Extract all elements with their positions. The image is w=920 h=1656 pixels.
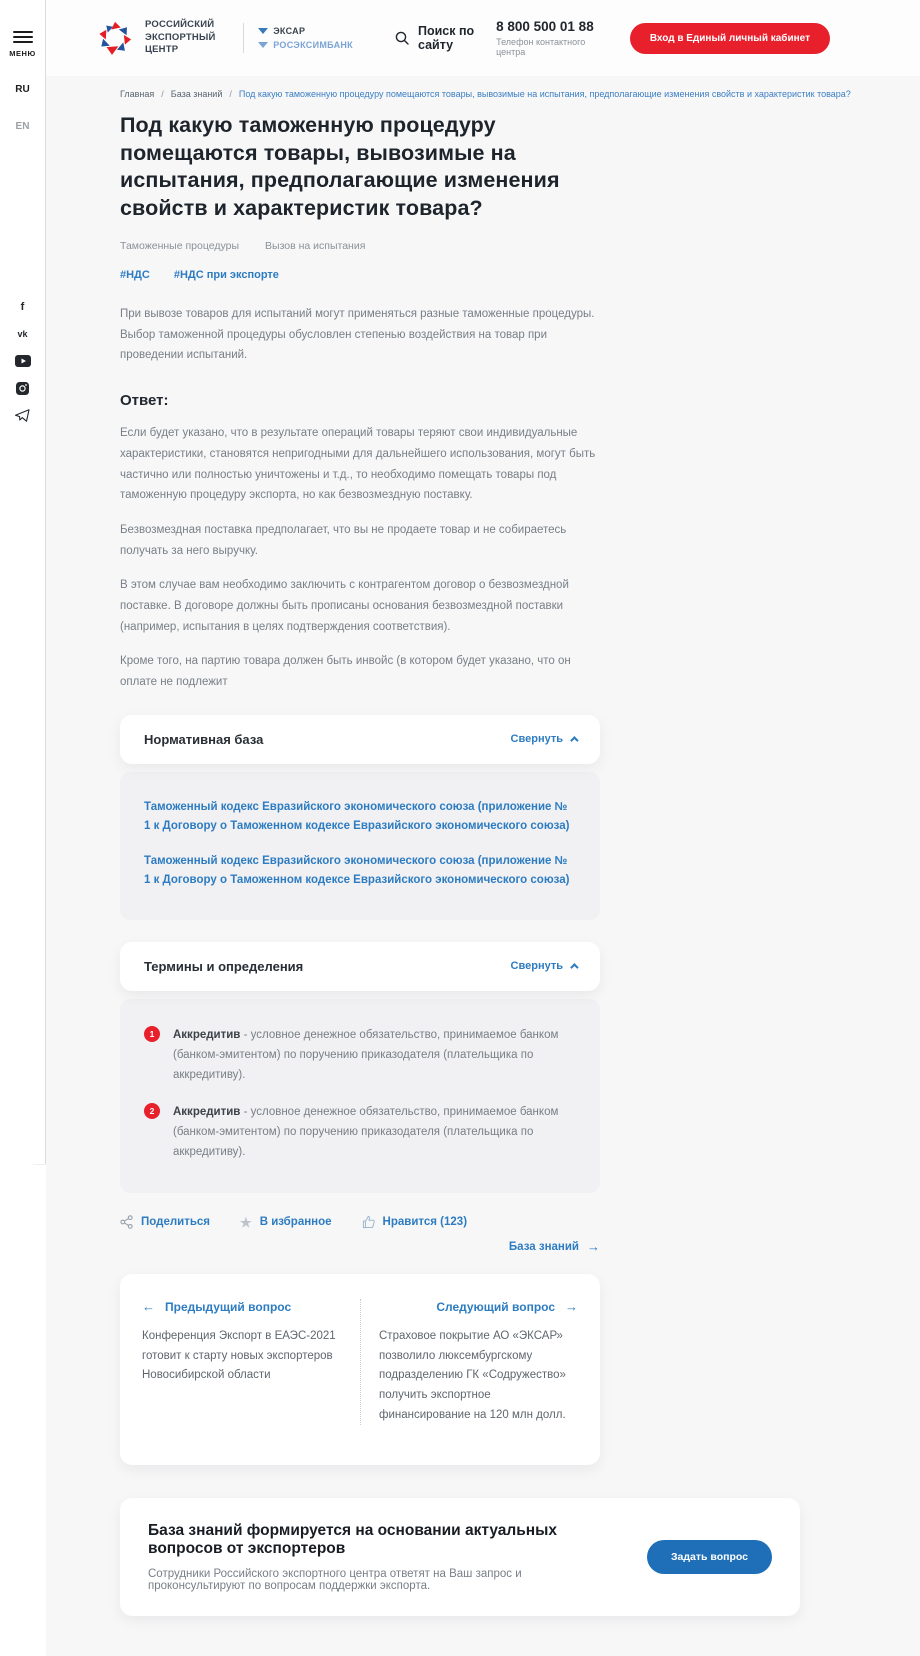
site-search[interactable] <box>395 24 496 52</box>
lang-switch-ru[interactable]: RU <box>15 84 30 95</box>
back-link-row <box>120 1239 600 1254</box>
search-icon <box>395 31 409 45</box>
previous-question <box>142 1299 360 1425</box>
menu-button[interactable] <box>9 28 35 58</box>
previous-question-link[interactable]: ← Предыдущий вопрос <box>142 1299 292 1315</box>
search-label: Поиск по сайту <box>417 24 475 52</box>
menu-label: МЕНЮ <box>9 49 36 58</box>
intro-paragraph: При вывозе товаров для испытаний могут применяться разные таможенные процедуры. Выбор таможенной процедуры обусловлен степенью воздействия на товар при проведении испытаний. <box>120 308 595 362</box>
term-definition: - условное денежное обязательство, принимаемое банком (банком-эмитентом) по поручению приказодателя (плательщика по аккредитиву). <box>173 1028 559 1081</box>
term-number-badge: 1 <box>144 1026 160 1042</box>
terms-collapse-button[interactable]: Свернуть <box>511 960 576 972</box>
normative-body <box>120 772 600 920</box>
next-question <box>360 1299 578 1425</box>
term-item <box>144 1025 576 1085</box>
normative-accordion <box>120 715 600 920</box>
term-definition: - условное денежное обязательство, принимаемое банком (банком-эмитентом) по поручению приказодателя (плательщика по аккредитиву). <box>173 1105 559 1159</box>
chevron-up-icon <box>570 963 578 971</box>
answer-paragraph: Если будет указано, что в результате операций товары теряют свои индивидуальные характеристики, становятся непригодными для дальнейшего использования, могут быть частично или полностью уничтожены и т.д., то необходимо помещать товары под таможенную процедуру экспорта, но как безвозмездную поставку. <box>120 427 596 502</box>
breadcrumb-section[interactable]: База знаний <box>170 89 223 99</box>
phone-caption: Телефон контактного центра <box>496 37 586 57</box>
breadcrumb-current[interactable]: Под какую таможенную процедуру помещаются товары, вывозимые на испытания, предполагающие изменения свойств и характеристик товара? <box>238 89 851 99</box>
roseximbank-logo-icon <box>258 42 268 48</box>
terms-accordion <box>120 942 600 1194</box>
answer-paragraph: Кроме того, на партию товара должен быть инвойс (в котором будет указано, что он оплате не подлежит <box>120 655 571 688</box>
thumbs-up-icon <box>362 1215 375 1229</box>
share-icon <box>120 1215 133 1229</box>
contact-phone-block <box>496 19 600 57</box>
main-content <box>46 76 920 1656</box>
share-button[interactable]: Поделиться <box>120 1215 210 1229</box>
roseximbank-link[interactable]: РОСЭКСИМБАНК <box>258 40 353 50</box>
term-name: Аккредитив <box>173 1028 241 1041</box>
social-links <box>0 300 45 422</box>
star-icon: ★ <box>240 1214 252 1230</box>
banner-title: База знаний формируется на основании актуальных вопросов от экспортеров <box>148 1522 557 1558</box>
telegram-icon[interactable] <box>15 408 31 422</box>
answer-heading: Ответ: <box>120 392 169 410</box>
tag-call-for-tests[interactable]: Вызов на испытания <box>265 240 366 253</box>
page-title: Под какую таможенную процедуру помещаются товары, вывозимые на испытания, предполагающие изменения свойств и характеристик товара? <box>120 113 560 220</box>
rec-logo-text: РОССИЙСКИЙ ЭКСПОРТНЫЙ ЦЕНТР <box>145 19 216 56</box>
term-item <box>144 1102 576 1162</box>
answer-paragraph: Безвозмездная поставка предполагает, что вы не продаете товар и не собираетесь получать за него выручку. <box>120 523 567 557</box>
arrow-right-icon: → <box>565 1299 578 1315</box>
brand-divider <box>243 23 244 53</box>
arrow-right-icon: → <box>587 1239 600 1255</box>
normative-accordion-header[interactable] <box>120 715 600 764</box>
tag-customs-procedures[interactable]: Таможенные процедуры <box>120 240 240 253</box>
next-question-text[interactable]: Страховое покрытие АО «ЭКСАР» позволило люксембургскому подразделению ГК «Содружество» получить экспортное финансирование на 120 млн долл. <box>379 1330 566 1421</box>
term-name: Аккредитив <box>173 1105 241 1118</box>
youtube-icon[interactable] <box>15 354 31 368</box>
breadcrumb: Главная / База знаний / Под какую таможенную процедуру помещаются товары, вывозимые на испытания, предполагающие изменения свойств и характеристик товара? <box>120 89 851 99</box>
left-rail <box>0 0 46 1164</box>
login-button[interactable]: Вход в Единый личный кабинет <box>630 23 830 54</box>
rec-logo-icon <box>94 19 136 57</box>
lang-switch-en[interactable]: EN <box>15 121 30 132</box>
partner-brands <box>258 26 353 50</box>
banner-subtitle: Сотрудники Российского экспортного центра ответят на Ваш запрос и проконсультируют по вопросам поддержки экспорта. <box>148 1568 522 1593</box>
facebook-icon[interactable]: f <box>20 301 25 313</box>
category-tags <box>120 240 600 252</box>
ask-question-button[interactable]: Задать вопрос <box>647 1540 772 1574</box>
terms-title: Термины и определения <box>144 958 304 974</box>
terms-accordion-header[interactable] <box>120 942 600 991</box>
normative-doc-link[interactable]: Таможенный кодекс Евразийского экономического союза (приложение № 1 к Договору о Таможенном кодексе Евразийского экономического союза) <box>144 854 570 886</box>
rec-logo[interactable] <box>94 19 229 57</box>
hashtag-nds[interactable]: #НДС <box>120 269 150 282</box>
vk-icon[interactable]: vk <box>17 329 28 339</box>
like-button[interactable]: Нравится (123) <box>362 1215 468 1229</box>
exiar-link[interactable]: ЭКСАР <box>258 26 353 36</box>
exiar-logo-icon <box>258 28 268 34</box>
question-pager <box>120 1274 600 1465</box>
previous-question-text[interactable]: Конференция Экспорт в ЕАЭС-2021 готовит к старту новых экспортеров Новосибирской области <box>142 1330 336 1382</box>
article-actions <box>120 1215 600 1229</box>
breadcrumb-home[interactable]: Главная <box>120 89 155 99</box>
site-header <box>46 0 920 76</box>
instagram-icon[interactable] <box>15 381 31 395</box>
arrow-left-icon: ← <box>142 1299 155 1315</box>
normative-title: Нормативная база <box>144 731 264 747</box>
answer-paragraph: В этом случае вам необходимо заключить с контрагентом договор о безвозмездной поставке. В договоре должны быть прописаны основания безвозмездной поставки (например, испытания в целях подтверждения соответствия). <box>120 579 569 633</box>
hamburger-icon <box>13 28 33 46</box>
normative-doc-link[interactable]: Таможенный кодекс Евразийского экономического союза (приложение № 1 к Договору о Таможенном кодексе Евразийского экономического союза) <box>144 800 570 832</box>
normative-collapse-button[interactable]: Свернуть <box>511 733 576 745</box>
terms-body <box>120 999 600 1194</box>
hashtag-nds-export[interactable]: #НДС при экспорте <box>173 269 279 282</box>
next-question-link[interactable]: Следующий вопрос → <box>436 1299 578 1315</box>
hashtags <box>120 269 600 281</box>
ask-question-banner <box>120 1498 800 1616</box>
phone-number[interactable]: 8 800 500 01 88 <box>496 19 594 34</box>
knowledge-base-link[interactable]: База знаний → <box>508 1239 600 1255</box>
term-number-badge: 2 <box>144 1103 160 1119</box>
banner-text <box>148 1522 621 1592</box>
chevron-up-icon <box>570 736 578 744</box>
favorite-button[interactable]: ★ В избранное <box>240 1214 332 1230</box>
